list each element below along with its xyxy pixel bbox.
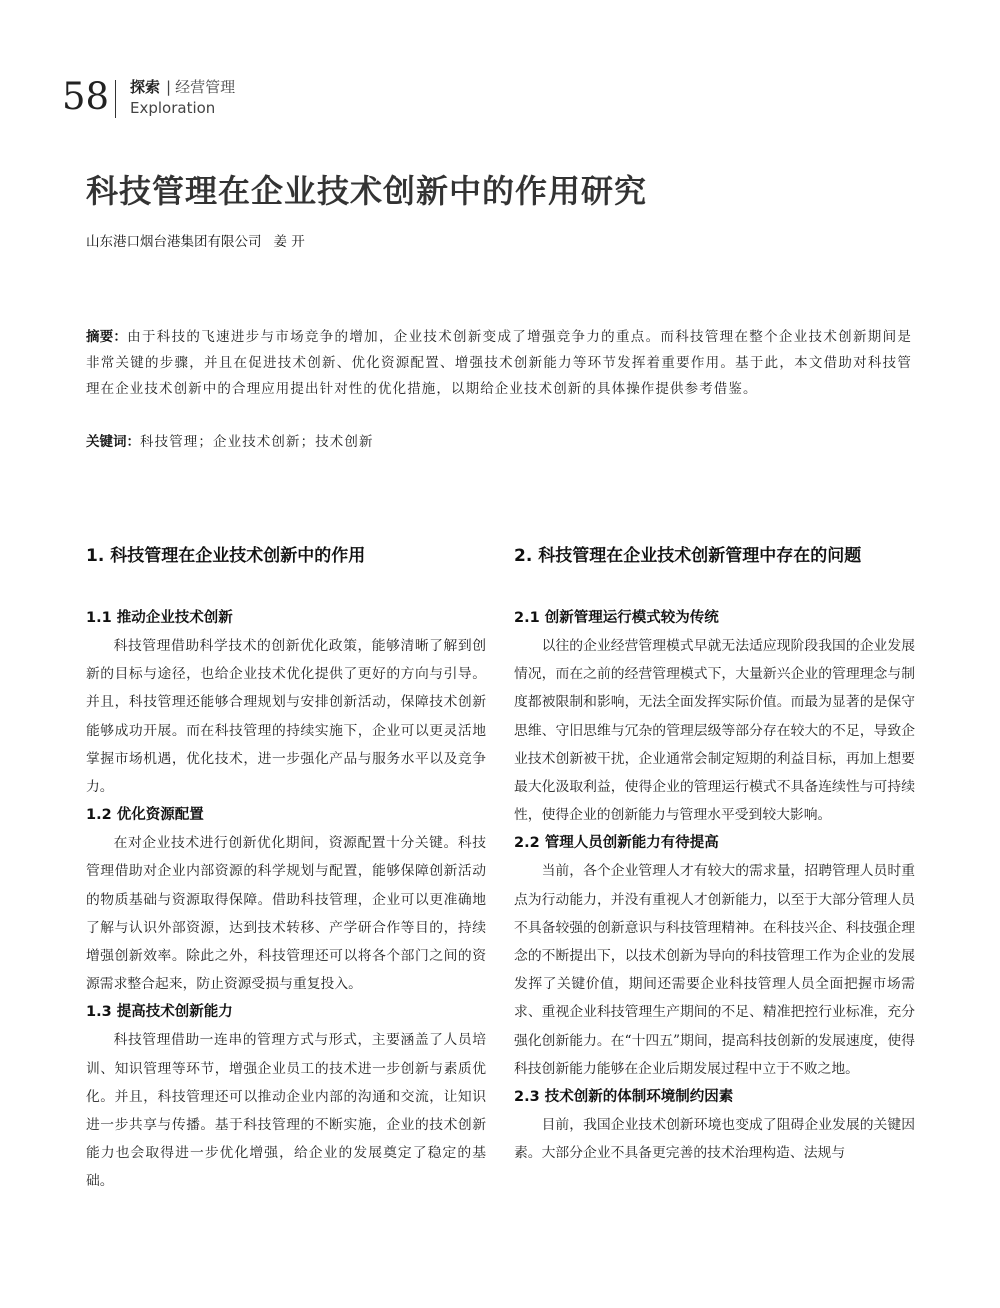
left-column — [86, 540, 486, 1196]
subheading-1-2: 1.2 优化资源配置 — [86, 807, 204, 824]
right-column — [514, 540, 915, 1167]
article-title: 科技管理在企业技术创新中的作用研究 — [86, 172, 648, 210]
page-number: 58 — [62, 75, 110, 118]
section-english: Exploration — [130, 99, 216, 117]
author-line — [86, 230, 305, 254]
subheading-2-2: 2.2 管理人员创新能力有待提高 — [514, 835, 719, 852]
affiliation: 山东港口烟台港集团有限公司 — [86, 234, 262, 250]
abstract-label: 摘要： — [86, 329, 128, 345]
paragraph-1-2: 在对企业技术进行创新优化期间，资源配置十分关键。科技管理借助对企业内部资源的科学规划与配置，能够保障创新活动的物质基础与资源取得保障。借助科技管理，企业可以更准确地了解与认识外部资源，达到技术转移、产学研合作等目的，持续增强创新效率。除此之外，科技管理还可以将各个部门之间的资源需求整合起来，防止资源受损与重复投入。 — [86, 835, 486, 993]
paragraph-2-1: 以往的企业经营管理模式早就无法适应现阶段我国的企业发展情况，而在之前的经营管理模式下，大量新兴企业的管理理念与制度都被限制和影响，无法全面发挥实际价值。而最为显著的是保守思维、守旧思维与冗杂的管理层级等部分存在较大的不足，导致企业技术创新被干扰，企业通常会制定短期的利益目标，再加上想要最大化汲取利益，使得企业的管理运行模式不具备连续性与可持续性，使得企业的创新能力与管理水平受到较大影响。 — [514, 638, 915, 824]
paragraph-2-3: 目前，我国企业技术创新环境也变成了阻碍企业发展的关键因素。大部分企业不具备更完善的技术治理构造、法规与 — [514, 1117, 915, 1162]
subheading-2-1: 2.1 创新管理运行模式较为传统 — [514, 610, 719, 626]
subheading-2-3: 2.3 技术创新的体制环境制约因素 — [514, 1089, 734, 1106]
subsection-name: 经营管理 — [175, 78, 236, 96]
keywords-text: 科技管理；企业技术创新；技术创新 — [140, 434, 374, 450]
paragraph-2-2: 当前，各个企业管理人才有较大的需求量，招聘管理人员时重点为行动能力，并没有重视人才创新能力，以至于大部分管理人员不具备较强的创新意识与科技管理精神。在科技兴企、科技强企理念的不断提出下，以技术创新为导向的科技管理工作为企业的发展发挥了关键价值，期间还需要企业科技管理人员全面把握市场需求、重视企业科技管理生产期间的不足、精准把控行业标准，充分强化创新能力。在“十四五”期间，提高科技创新的发展速度，使得科技创新能力能够在企业后期发展过程中立于不败之地。 — [514, 863, 915, 1077]
author-name: 姜 开 — [273, 234, 305, 250]
abstract-text: 由于科技的飞速进步与市场竞争的增加，企业技术创新变成了增强竞争力的重点。而科技管理在整个企业技术创新期间是非常关键的步骤，并且在促进技术创新、优化资源配置、增强技术创新能力等环节发挥着重要作用。基于此，本文借助对科技管理在企业技术创新中的合理应用提出针对性的优化措施，以期给企业技术创新的具体操作提供参考借鉴。 — [86, 329, 912, 398]
section-name: 探索 — [130, 78, 161, 96]
paragraph-1-1: 科技管理借助科学技术的创新优化政策，能够清晰了解到创新的目标与途径，也给企业技术优化提供了更好的方向与引导。并且，科技管理还能够合理规划与安排创新活动，保障技术创新能够成功开展。而在科技管理的持续实施下，企业可以更灵活地掌握市场机遇，优化技术，进一步强化产品与服务水平以及竞争力。 — [86, 638, 486, 796]
section-separator: | — [166, 78, 172, 96]
abstract — [86, 324, 912, 403]
subheading-1-3: 1.3 提高技术创新能力 — [86, 1004, 233, 1021]
keywords — [86, 429, 912, 455]
subheading-1-1: 1.1 推动企业技术创新 — [86, 610, 233, 626]
keywords-label: 关键词： — [86, 434, 140, 450]
section-heading-1: 1. 科技管理在企业技术创新中的作用 — [86, 546, 366, 566]
section-heading-2: 2. 科技管理在企业技术创新管理中存在的问题 — [514, 546, 862, 566]
section-label — [130, 78, 235, 96]
paragraph-1-3: 科技管理借助一连串的管理方式与形式，主要涵盖了人员培训、知识管理等环节，增强企业员工的技术进一步创新与素质优化。并且，科技管理还可以推动企业内部的沟通和交流，让知识进一步共享与传播。基于科技管理的不断实施，企业的技术创新能力也会取得进一步优化增强，给企业的发展奠定了稳定的基础。 — [86, 1032, 486, 1190]
header-divider — [115, 80, 116, 118]
